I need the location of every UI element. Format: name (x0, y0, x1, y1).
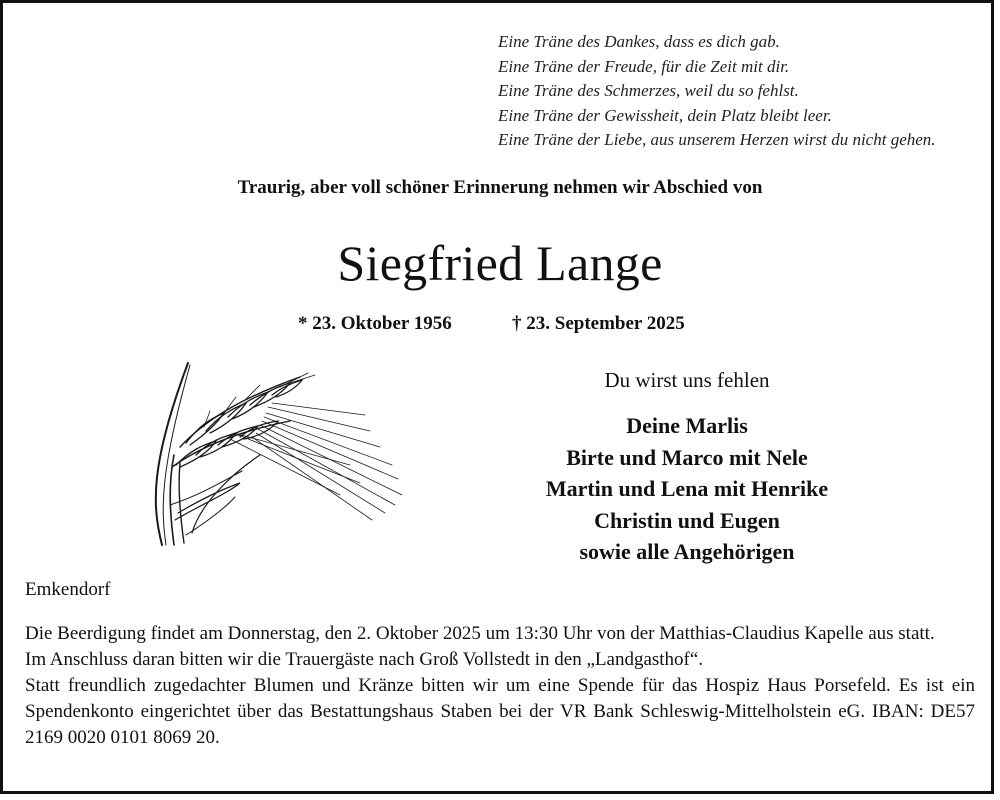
family-member: Deine Marlis (626, 413, 748, 438)
intro-line: Traurig, aber voll schöner Erinnerung nehmen wir Abschied von (237, 177, 763, 198)
reception-info: Im Anschluss daran bitten wir die Trauergäste nach Groß Vollstedt in den „Landgasthof“. (25, 649, 704, 670)
birth-date: * 23. Oktober 1956 (298, 313, 452, 334)
family-list (487, 410, 887, 568)
miss-line: Du wirst uns fehlen (604, 368, 770, 392)
funeral-info: Die Beerdigung findet am Donnerstag, den 2. Oktober 2025 um 13:30 Uhr von der Matthias-Claudius Kapelle aus statt. (25, 623, 935, 644)
poem-line: Eine Träne der Gewissheit, dein Platz bleibt leer. (498, 105, 832, 125)
wheat-ears-icon (140, 355, 405, 550)
poem (498, 30, 936, 153)
poem-line: Eine Träne der Freude, für die Zeit mit dir. (498, 56, 790, 76)
donation-info: Statt freundlich zugedachter Blumen und Kränze bitten wir um eine Spende für das Hospiz Haus Porsefeld. Es ist ein Spendenkonto eingerichtet über das Bestattungshaus Staben bei der VR Bank Schleswig-Mittelholstein eG. IBAN: DE57 2169 0020 0101 8069 20. (25, 675, 975, 748)
family-member: Christin und Eugen (594, 507, 780, 533)
funeral-details (25, 621, 975, 751)
poem-line: Eine Träne des Dankes, dass es dich gab. (498, 32, 780, 51)
place-name: Emkendorf (25, 579, 111, 600)
family-member: Martin und Lena mit Henrike (545, 476, 829, 501)
family-member: sowie alle Angehörigen (579, 539, 795, 564)
family-member: Birte und Marco mit Nele (566, 444, 808, 470)
deceased-name: Siegfried Lange (337, 235, 663, 291)
poem-line: Eine Träne der Liebe, aus unserem Herzen wirst du nicht gehen. (498, 130, 936, 149)
death-date: † 23. September 2025 (512, 313, 685, 334)
poem-line: Eine Träne des Schmerzes, weil du so fehlst. (498, 81, 799, 100)
